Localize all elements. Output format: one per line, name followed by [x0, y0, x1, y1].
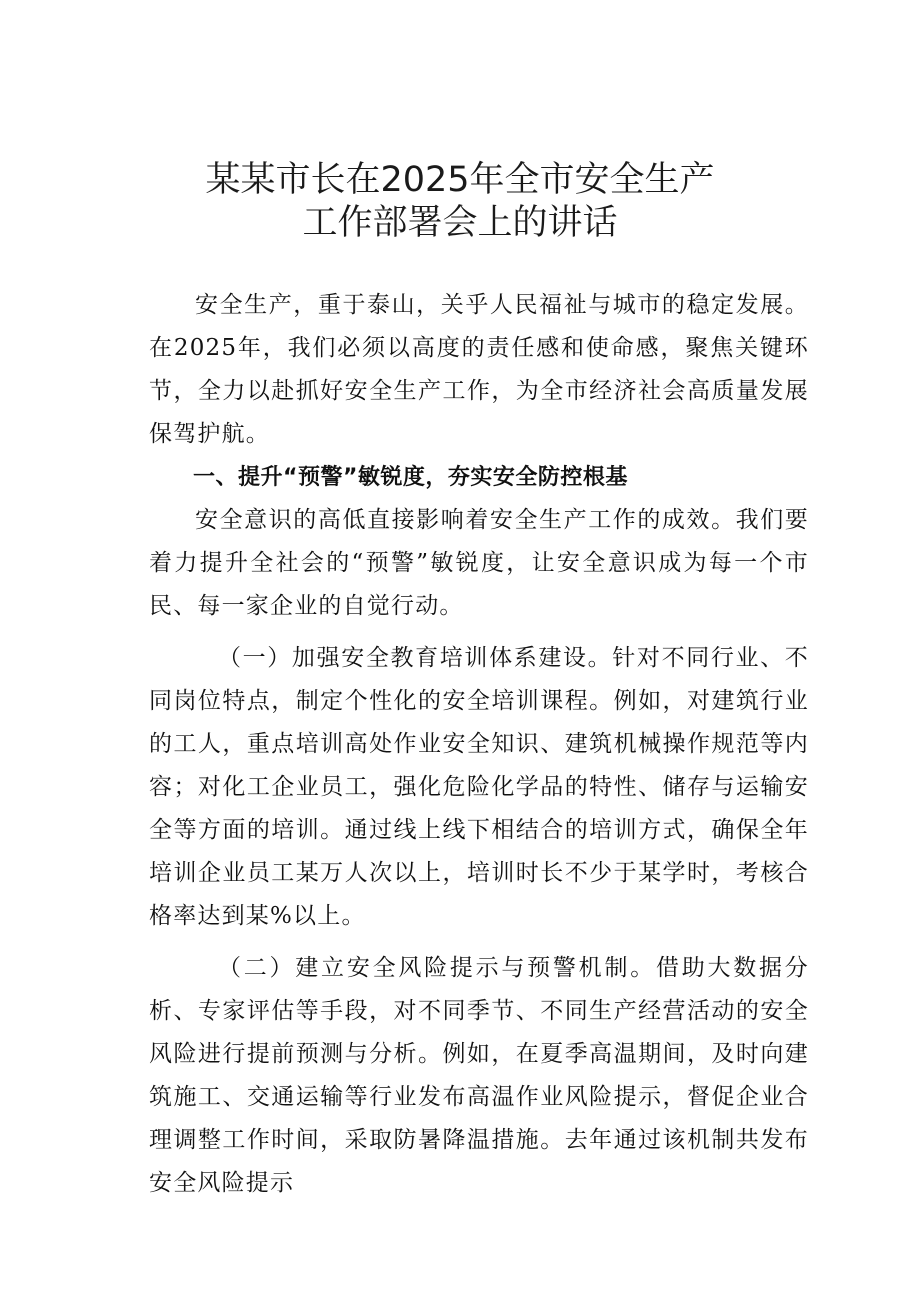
section-1-paragraph: 安全意识的高低直接影响着安全生产工作的成效。我们要着力提升全社会的“预警”敏锐度，让安全意识成为每一个市民、每一家企业的自觉行动。: [149, 507, 809, 619]
document-title-line-2: 工作部署会上的讲话: [302, 203, 618, 243]
intro-paragraph: 安全生产，重于泰山，关乎人民福祉与城市的稳定发展。在2025年，我们必须以高度的责任感和使命感，聚焦关键环节，全力以赴抓好安全生产工作，为全市经济社会高质量发展保驾护航。: [149, 292, 809, 447]
document-title-line-1: 某某市长在2025年全市安全生产: [205, 160, 715, 200]
subsection-1-paragraph: （一）加强安全教育培训体系建设。针对不同行业、不同岗位特点，制定个性化的安全培训课程。例如，对建筑行业的工人，重点培训高处作业安全知识、建筑机械操作规范等内容；对化工企业员工，强化危险化学品的特性、储存与运输安全等方面的培训。通过线上线下相结合的培训方式，确保全年培训企业员工某万人次以上，培训时长不少于某学时，考核合格率达到某%以上。: [149, 645, 809, 929]
section-heading-1: 一、提升“预警”敏锐度，夯实安全防控根基: [193, 465, 628, 490]
subsection-2-paragraph: （二）建立安全风险提示与预警机制。借助大数据分析、专家评估等手段，对不同季节、不同生产经营活动的安全风险进行提前预测与分析。例如，在夏季高温期间，及时向建筑施工、交通运输等行业发布高温作业风险提示，督促企业合理调整工作时间，采取防暑降温措施。去年通过该机制共发布安全风险提示: [149, 955, 809, 1196]
document-body: [149, 284, 809, 1205]
